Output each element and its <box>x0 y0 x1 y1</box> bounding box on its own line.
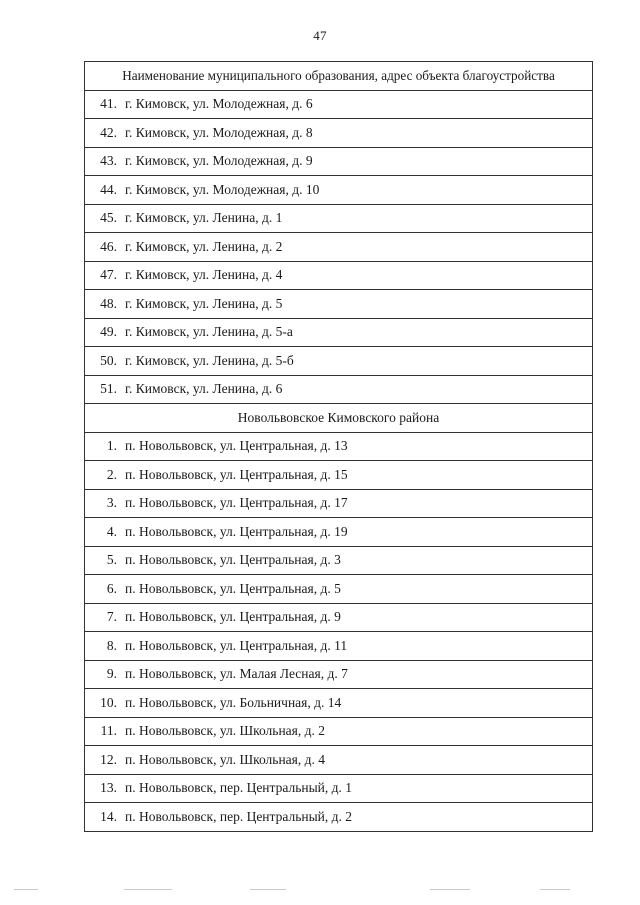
table-cell <box>85 176 593 205</box>
scan-artifacts <box>0 889 640 891</box>
address-table <box>84 61 593 832</box>
table-row <box>85 660 593 689</box>
row-address: г. Кимовск, ул. Ленина, д. 5-а <box>125 324 293 340</box>
row-address: п. Новольвовск, ул. Центральная, д. 3 <box>125 552 341 568</box>
table-row <box>85 119 593 148</box>
scan-mark <box>124 889 172 890</box>
table-row <box>85 774 593 803</box>
table-row <box>85 603 593 632</box>
row-address: п. Новольвовск, ул. Центральная, д. 9 <box>125 609 341 625</box>
table-cell <box>85 318 593 347</box>
row-address: п. Новольвовск, ул. Центральная, д. 17 <box>125 495 348 511</box>
row-address: г. Кимовск, ул. Ленина, д. 5-б <box>125 352 294 368</box>
row-number: 51. <box>100 381 117 397</box>
row-number: 48. <box>100 295 117 311</box>
table-cell <box>85 204 593 233</box>
row-number: 1. <box>106 438 117 454</box>
row-address: г. Кимовск, ул. Молодежная, д. 10 <box>125 181 320 197</box>
table-row <box>85 204 593 233</box>
row-address: п. Новольвовск, ул. Школьная, д. 4 <box>125 751 325 767</box>
table-cell <box>85 575 593 604</box>
table-cell <box>85 147 593 176</box>
table-row <box>85 176 593 205</box>
row-number: 6. <box>106 580 117 596</box>
row-address: г. Кимовск, ул. Молодежная, д. 8 <box>125 124 313 140</box>
row-number: 11. <box>100 723 117 739</box>
row-number: 8. <box>106 637 117 653</box>
table-cell <box>85 261 593 290</box>
row-address: г. Кимовск, ул. Ленина, д. 2 <box>125 238 283 254</box>
table-cell <box>85 546 593 575</box>
table-row <box>85 689 593 718</box>
row-address: г. Кимовск, ул. Ленина, д. 1 <box>125 210 283 226</box>
row-number: 4. <box>106 523 117 539</box>
table-row <box>85 461 593 490</box>
row-address: п. Новольвовск, ул. Центральная, д. 13 <box>125 438 348 454</box>
table-row <box>85 489 593 518</box>
group-title: Новольвовское Кимовского района <box>85 404 593 433</box>
table-row <box>85 375 593 404</box>
table-row <box>85 233 593 262</box>
row-address: п. Новольвовск, ул. Школьная, д. 2 <box>125 723 325 739</box>
table-row <box>85 261 593 290</box>
row-number: 13. <box>100 780 117 796</box>
table-row <box>85 318 593 347</box>
row-number: 42. <box>100 124 117 140</box>
table-row <box>85 347 593 376</box>
row-number: 2. <box>106 466 117 482</box>
table-cell <box>85 774 593 803</box>
table-cell <box>85 689 593 718</box>
table-cell <box>85 290 593 319</box>
table-header: Наименование муниципального образования, адрес объекта благоустройства <box>85 62 593 91</box>
table-cell <box>85 803 593 832</box>
row-number: 47. <box>100 267 117 283</box>
table-row <box>85 147 593 176</box>
row-address: п. Новольвовск, ул. Малая Лесная, д. 7 <box>125 666 348 682</box>
table-row <box>85 518 593 547</box>
row-number: 12. <box>100 751 117 767</box>
row-address: г. Кимовск, ул. Молодежная, д. 9 <box>125 153 313 169</box>
table-cell <box>85 90 593 119</box>
row-number: 7. <box>106 609 117 625</box>
row-number: 14. <box>100 808 117 824</box>
table-cell <box>85 375 593 404</box>
scan-mark <box>14 889 38 890</box>
table-cell <box>85 746 593 775</box>
table-cell <box>85 233 593 262</box>
scan-mark <box>250 889 286 890</box>
row-address: п. Новольвовск, ул. Больничная, д. 14 <box>125 694 342 710</box>
row-address: г. Кимовск, ул. Ленина, д. 6 <box>125 381 283 397</box>
row-number: 45. <box>100 210 117 226</box>
row-number: 43. <box>100 153 117 169</box>
row-number: 44. <box>100 181 117 197</box>
row-number: 5. <box>106 552 117 568</box>
row-address: п. Новольвовск, пер. Центральный, д. 1 <box>125 780 352 796</box>
table-row <box>85 632 593 661</box>
row-number: 10. <box>100 694 117 710</box>
row-number: 49. <box>100 324 117 340</box>
table-cell <box>85 432 593 461</box>
scan-mark <box>430 889 470 890</box>
group-header-row <box>85 404 593 433</box>
address-table-body <box>85 62 593 832</box>
row-address: п. Новольвовск, пер. Центральный, д. 2 <box>125 808 352 824</box>
table-row <box>85 290 593 319</box>
table-row <box>85 546 593 575</box>
table-row <box>85 746 593 775</box>
table-cell <box>85 660 593 689</box>
table-row <box>85 575 593 604</box>
page-number: 47 <box>313 28 327 43</box>
table-cell <box>85 518 593 547</box>
row-number: 3. <box>106 495 117 511</box>
table-row <box>85 803 593 832</box>
row-number: 41. <box>100 96 117 112</box>
row-number: 46. <box>100 238 117 254</box>
row-address: г. Кимовск, ул. Молодежная, д. 6 <box>125 96 313 112</box>
row-address: п. Новольвовск, ул. Центральная, д. 5 <box>125 580 341 596</box>
scan-mark <box>540 889 570 890</box>
row-address: п. Новольвовск, ул. Центральная, д. 15 <box>125 466 348 482</box>
row-address: г. Кимовск, ул. Ленина, д. 5 <box>125 295 283 311</box>
row-address: п. Новольвовск, ул. Центральная, д. 11 <box>125 637 348 653</box>
table-cell <box>85 489 593 518</box>
table-row <box>85 90 593 119</box>
table-cell <box>85 632 593 661</box>
row-address: г. Кимовск, ул. Ленина, д. 4 <box>125 267 283 283</box>
table-cell <box>85 461 593 490</box>
table-cell <box>85 603 593 632</box>
table-cell <box>85 119 593 148</box>
row-number: 9. <box>106 666 117 682</box>
table-cell <box>85 347 593 376</box>
row-address: п. Новольвовск, ул. Центральная, д. 19 <box>125 523 348 539</box>
table-cell <box>85 717 593 746</box>
table-header-row <box>85 62 593 91</box>
table-row <box>85 432 593 461</box>
row-number: 50. <box>100 352 117 368</box>
table-row <box>85 717 593 746</box>
